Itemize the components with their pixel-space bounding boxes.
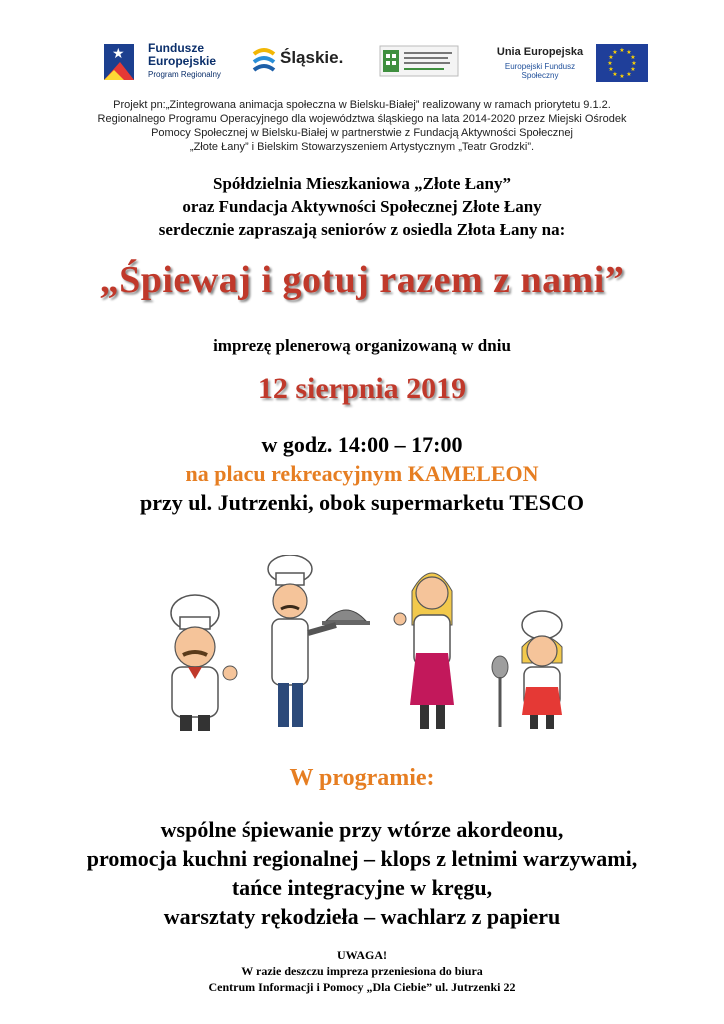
event-street: przy ul. Jutrzenki, obok supermarketu TESCO xyxy=(140,490,584,515)
project-line: Projekt pn:„Zintegrowana animacja społeczna w Bielsku-Białej” realizowany w ramach priorytetu 9.1.2. xyxy=(113,99,611,111)
chef-girl-with-spoon-illustration xyxy=(492,611,562,729)
svg-text:★: ★ xyxy=(619,47,625,54)
svg-text:★: ★ xyxy=(608,54,614,61)
program-heading: W programie: xyxy=(289,765,435,791)
svg-text:★: ★ xyxy=(626,71,632,78)
warning-line: Centrum Informacji i Pomocy „Dla Ciebie” ul. Jutrzenki 22 xyxy=(208,980,516,994)
fundusze-europejskie-icon xyxy=(100,40,140,84)
logos-bar xyxy=(0,40,724,90)
slaskie-logo xyxy=(250,40,360,84)
rain-warning xyxy=(0,947,724,995)
svg-text:★: ★ xyxy=(631,60,637,67)
chefs-illustration xyxy=(150,555,580,735)
ue-title: Unia Europejska xyxy=(496,46,584,58)
project-line: „Złote Łany” i Bielskim Stowarzyszeniem Artystycznym „Teatr Grodzki”. xyxy=(189,141,535,153)
fe-title-2: Europejskie xyxy=(148,54,217,68)
invite-line: Spółdzielnia Mieszkaniowa „Złote Łany” xyxy=(213,174,511,193)
mops-building-icon xyxy=(378,40,460,80)
event-hours: w godz. 14:00 – 17:00 xyxy=(261,432,463,457)
program-item: warsztaty rękodzieła – wachlarz z papieru xyxy=(163,904,561,929)
mops-logo xyxy=(378,40,460,84)
event-subtitle: imprezę plenerową organizowaną w dniu xyxy=(213,336,511,355)
program-list xyxy=(0,815,724,931)
warning-heading: UWAGA! xyxy=(337,948,387,962)
chef-with-cloche-illustration xyxy=(268,555,370,727)
fe-subtitle: Program Regionalny xyxy=(148,70,221,79)
invite-line: serdecznie zapraszają seniorów z osiedla Złota Łany na: xyxy=(158,220,566,239)
svg-text:★: ★ xyxy=(608,66,614,73)
fundusze-europejskie-logo xyxy=(100,40,240,84)
eu-flag-icon xyxy=(596,44,648,82)
program-item: promocja kuchni regionalnej – klops z letnimi warzywami, xyxy=(86,846,638,871)
svg-text:★: ★ xyxy=(630,66,636,73)
chef-woman-illustration xyxy=(394,573,454,729)
svg-text:★: ★ xyxy=(619,73,625,80)
svg-text:★: ★ xyxy=(630,54,636,61)
project-line: Regionalnego Programu Operacyjnego dla województwa śląskiego na lata 2014-2020 przez Miejski Ośrodek xyxy=(97,113,627,125)
warning-line: W razie deszczu impreza przeniesiona do biura xyxy=(241,964,483,978)
project-line: Pomocy Społecznej w Bielsku-Białej w partnerstwie z Fundacją Aktywności Społecznej xyxy=(151,127,573,139)
event-place: na placu rekreacyjnym KAMELEON xyxy=(185,461,539,486)
program-item: wspólne śpiewanie przy wtórze akordeonu, xyxy=(160,817,564,842)
svg-text:★: ★ xyxy=(626,49,632,56)
slaskie-text: Śląskie. xyxy=(280,48,344,67)
project-description xyxy=(0,98,724,154)
unia-europejska-logo xyxy=(486,40,656,84)
invitation-text xyxy=(0,172,724,241)
slaskie-waves-icon xyxy=(250,40,278,80)
svg-text:★: ★ xyxy=(612,71,618,78)
chef-mustache-illustration xyxy=(171,595,237,731)
ue-subtitle: Europejski Fundusz Społeczny xyxy=(504,62,576,80)
svg-text:★: ★ xyxy=(112,46,125,62)
event-title: „Śpiewaj i gotuj razem z nami” xyxy=(99,259,625,301)
fe-title-1: Fundusze xyxy=(148,41,204,55)
svg-text:★: ★ xyxy=(612,49,618,56)
event-date: 12 sierpnia 2019 xyxy=(257,372,467,405)
invite-line: oraz Fundacja Aktywności Społecznej Złote Łany xyxy=(182,197,542,216)
program-item: tańce integracyjne w kręgu, xyxy=(231,875,493,900)
svg-text:★: ★ xyxy=(607,60,613,67)
